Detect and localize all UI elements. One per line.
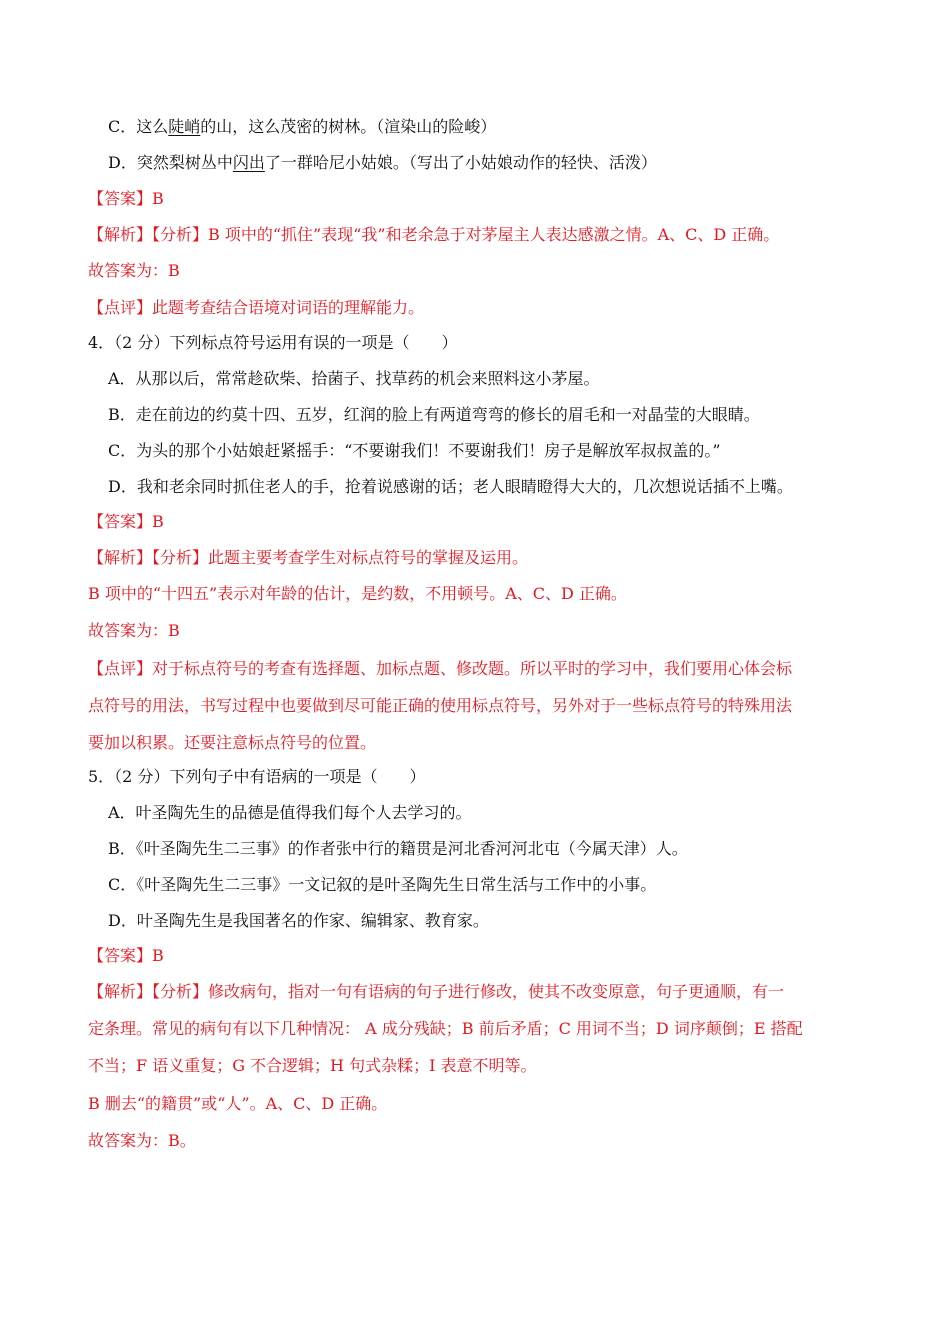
q4-option-c: C．为头的那个小姑娘赶紧摇手：“不要谢我们！不要谢我们！房子是解放军叔叔盖的。”: [108, 441, 721, 460]
q3-option-d-suffix: 了一群哈尼小姑娘。（写出了小姑娘动作的轻快、活泼）: [264, 153, 657, 172]
q5-stem: 5．（2 分）下列句子中有语病的一项是（ ）: [88, 767, 426, 786]
q4-stem: 4．（2 分）下列标点符号运用有误的一项是（ ）: [88, 333, 458, 352]
q5-analysis-detail: B 删去“的籍贯”或“人”。A、C、D 正确。: [88, 1094, 388, 1113]
q4-analysis-detail: B 项中的“十四五”表示对年龄的估计，是约数，不用顿号。A、C、D 正确。: [88, 584, 627, 603]
q4-comment-line-1: 【点评】对于标点符号的考查有选择题、加标点题、修改题。所以平时的学习中，我们要用心体会标: [88, 659, 793, 678]
q3-option-d: [108, 152, 890, 174]
q4-analysis: 【解析】【分析】此题主要考查学生对标点符号的掌握及运用。: [88, 548, 529, 567]
q3-option-d-underlined: 闪出: [232, 153, 265, 172]
q5-option-c: C．《叶圣陶先生二三事》一文记叙的是叶圣陶先生日常生活与工作中的小事。: [108, 875, 657, 894]
q5-conclusion: 故答案为：B。: [88, 1131, 196, 1150]
q4-option-b: B．走在前边的约莫十四、五岁，红润的脸上有两道弯弯的修长的眉毛和一对晶莹的大眼睛。: [108, 405, 760, 424]
q3-answer: 【答案】B: [88, 189, 164, 208]
q3-conclusion: 故答案为：B: [88, 261, 180, 280]
q3-option-c: [108, 116, 890, 138]
q4-conclusion: 故答案为：B: [88, 621, 180, 640]
q4-option-a: A．从那以后，常常趁砍柴、拾菌子、找草药的机会来照料这小茅屋。: [108, 369, 600, 388]
q4-comment-line-2: 点符号的用法，书写过程中也要做到尽可能正确的使用标点符号，另外对于一些标点符号的特殊用法: [88, 696, 793, 715]
q4-comment-line-3: 要加以积累。还要注意标点符号的位置。: [88, 733, 377, 752]
q5-answer: 【答案】B: [88, 946, 164, 965]
q4-option-d: D．我和老余同时抓住老人的手，抢着说感谢的话；老人眼睛瞪得大大的，几次想说话插不上嘴。: [108, 477, 793, 496]
q5-analysis-line-2: 定条理。常见的病句有以下几种情况： A 成分残缺；B 前后矛盾；C 用词不当；D 词序颠倒；E 搭配: [88, 1019, 803, 1038]
q3-option-c-underlined: 陡峭: [168, 117, 201, 136]
q3-analysis: 【解析】【分析】B 项中的“抓住”表现“我”和老余急于对茅屋主人表达感激之情。A、C、D 正确。: [88, 225, 780, 244]
q5-analysis-line-1: 【解析】【分析】修改病句，指对一句有语病的句子进行修改，使其不改变原意，句子更通顺，有一: [88, 982, 785, 1001]
q5-option-d: D．叶圣陶先生是我国著名的作家、编辑家、教育家。: [108, 911, 489, 930]
q3-option-d-prefix: D．突然梨树丛中: [108, 153, 233, 172]
q4-answer: 【答案】B: [88, 512, 164, 531]
q5-option-a: A．叶圣陶先生的品德是值得我们每个人去学习的。: [108, 803, 472, 822]
q5-analysis-line-3: 不当；F 语义重复；G 不合逻辑；H 句式杂糅；I 表意不明等。: [88, 1056, 537, 1075]
q5-option-b: B．《叶圣陶先生二三事》的作者张中行的籍贯是河北香河河北屯（今属天津）人。: [108, 839, 688, 858]
q3-option-c-prefix: C．这么: [108, 117, 169, 136]
q3-comment: 【点评】此题考查结合语境对词语的理解能力。: [88, 298, 425, 317]
q3-option-c-suffix: 的山，这么茂密的树林。（渲染山的险峻）: [200, 117, 497, 136]
